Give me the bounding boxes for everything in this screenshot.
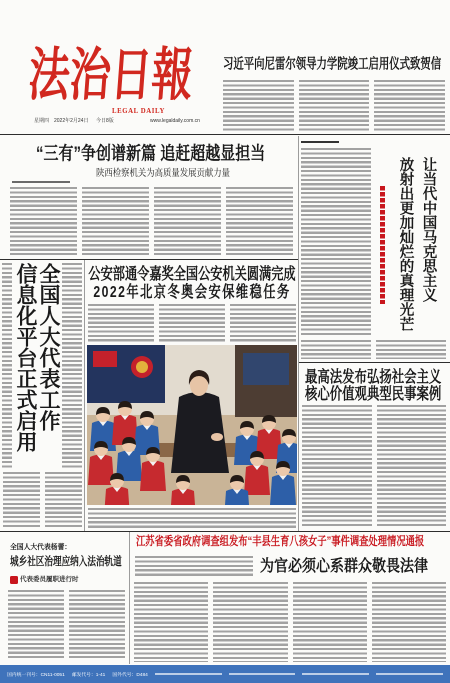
procuratorate-headline bbox=[36, 145, 265, 163]
commentary-series-line bbox=[380, 186, 385, 304]
text-column bbox=[154, 187, 221, 255]
npc-platform-body-bottom bbox=[3, 472, 82, 528]
commentary-body bbox=[301, 148, 371, 336]
footer-postal-code: 邮发代号：1-41 bbox=[71, 672, 106, 678]
photo-emblem-center bbox=[136, 361, 148, 373]
text-column bbox=[301, 148, 371, 336]
section-divider bbox=[0, 259, 298, 260]
masthead-english-title: LEGAL DAILY bbox=[112, 108, 165, 115]
section-divider bbox=[0, 531, 450, 532]
masthead-date: 2022年2月24日 bbox=[54, 118, 89, 124]
commentary-headline-column2: 放射出更加灿烂的真理光芒 bbox=[397, 157, 414, 331]
text-column bbox=[159, 304, 225, 342]
text-column bbox=[226, 187, 293, 255]
news-photo bbox=[87, 345, 297, 505]
procuratorate-body bbox=[10, 187, 293, 255]
text-column bbox=[377, 405, 447, 527]
section-divider bbox=[299, 362, 450, 363]
photo-caption bbox=[88, 508, 296, 528]
procuratorate-headline-part2: 追赶超越显担当 bbox=[160, 143, 266, 165]
deputy-body bbox=[8, 590, 125, 660]
jiangsu-body bbox=[134, 582, 446, 662]
text-column bbox=[376, 340, 446, 359]
text-column bbox=[10, 187, 77, 255]
npc-platform-headline-column2: 信息化平台正式启用 bbox=[14, 263, 37, 452]
commentary-label bbox=[301, 141, 339, 143]
text-column bbox=[2, 263, 12, 468]
deputy-headline: 城乡社区治理应纳入法治轨道 bbox=[10, 554, 122, 568]
text-column bbox=[134, 582, 208, 662]
commentary-headline-column1: 让当代中国马克思主义 bbox=[420, 157, 437, 302]
footer-overseas-code: 国外代号：D484 bbox=[112, 672, 148, 678]
text-column bbox=[374, 80, 445, 132]
footer-text-filler bbox=[376, 673, 443, 675]
text-column bbox=[302, 405, 372, 527]
footer-publication-number: 国内统一刊号：CN11-0051 bbox=[7, 672, 65, 678]
commentary-continuation bbox=[301, 340, 446, 359]
text-column bbox=[213, 582, 287, 662]
photo-red-flag bbox=[93, 351, 117, 367]
court-headline-line2: 核心价值观典型民事案例 bbox=[305, 384, 442, 403]
masthead-edition: 今日8版 bbox=[96, 118, 114, 124]
column-divider bbox=[129, 532, 130, 664]
jiangsu-subheadline: 为官必须心系群众敬畏法律 bbox=[260, 555, 428, 575]
npc-platform-body-right bbox=[62, 263, 82, 468]
text-column bbox=[88, 508, 296, 528]
column-divider bbox=[84, 260, 85, 531]
police-headline-line1: 公安部通令嘉奖全国公安机关圆满完成 bbox=[88, 264, 296, 283]
footer-text-filler bbox=[229, 673, 296, 675]
photo-screen bbox=[243, 353, 289, 385]
text-column bbox=[223, 80, 294, 132]
masthead-logo: 法治日報 bbox=[26, 42, 196, 108]
text-column bbox=[372, 582, 446, 662]
npc-platform-body-left bbox=[2, 263, 12, 468]
masthead-website: www.legaldaily.com.cn bbox=[150, 118, 200, 124]
lead-story-body bbox=[223, 80, 445, 132]
text-column bbox=[62, 263, 82, 468]
masthead-weekday: 星期四 bbox=[34, 118, 50, 124]
police-body bbox=[88, 304, 296, 342]
court-headline-line1: 最高法发布弘扬社会主义 bbox=[305, 367, 442, 386]
red-square-icon bbox=[10, 576, 18, 584]
masthead-divider bbox=[0, 134, 450, 135]
police-headline-line2: 2022年北京冬奥会安保维稳任务 bbox=[93, 282, 291, 301]
text-column bbox=[299, 80, 370, 132]
column-divider bbox=[298, 136, 299, 531]
procuratorate-byline bbox=[12, 181, 70, 183]
court-body bbox=[302, 405, 446, 527]
text-column bbox=[3, 472, 40, 528]
text-column bbox=[301, 340, 371, 359]
npc-platform-headline-column1: 全国人大代表工作 bbox=[37, 263, 60, 431]
lead-story-headline: 习近平向尼雷尔领导力学院竣工启用仪式致贺信 bbox=[223, 57, 442, 73]
text-column bbox=[82, 187, 149, 255]
text-column bbox=[8, 590, 64, 660]
text-column bbox=[88, 304, 154, 342]
deputy-kicker: 全国人大代表杨蕾： bbox=[10, 544, 72, 551]
procuratorate-subtitle: 陕西检察机关为高质量发展贡献力量 bbox=[96, 166, 230, 179]
footer-text-filler bbox=[155, 673, 222, 675]
deputy-column-label: 代表委员履职进行时 bbox=[20, 576, 79, 583]
text-column bbox=[69, 590, 125, 660]
text-column bbox=[135, 556, 253, 578]
text-column bbox=[230, 304, 296, 342]
text-column bbox=[45, 472, 82, 528]
jiangsu-headline: 江苏省委省政府调查组发布“丰县生育八孩女子”事件调查处理情况通报 bbox=[136, 534, 425, 548]
text-column bbox=[293, 582, 367, 662]
jiangsu-intro bbox=[135, 556, 253, 578]
procuratorate-headline-part1: “三有”争创谱新篇 bbox=[36, 143, 157, 165]
footer-text-filler bbox=[302, 673, 369, 675]
footer-bar bbox=[0, 665, 450, 683]
